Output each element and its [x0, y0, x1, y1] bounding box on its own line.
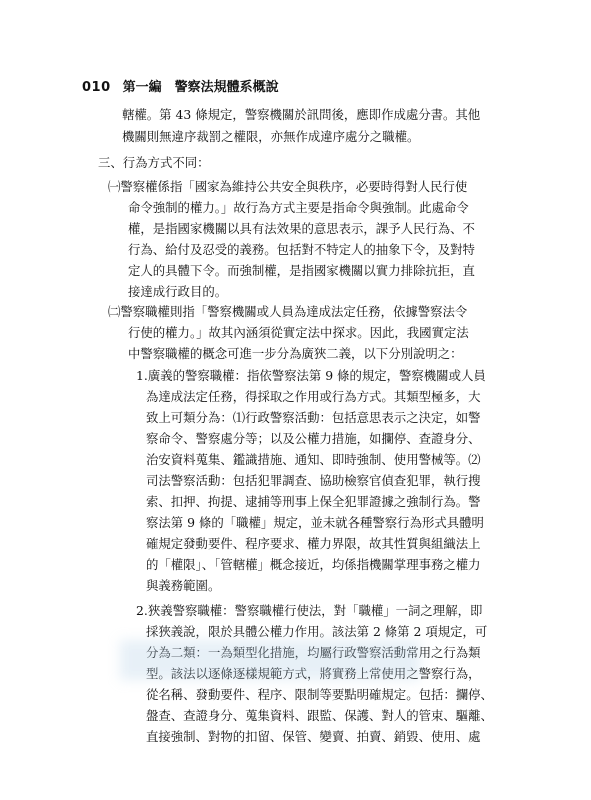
body-line: 察命令、警察處分等；以及公權力措施，如攔停、查證身分、 — [146, 431, 481, 446]
section-heading: 三、行為方式不同： — [98, 155, 210, 170]
body-line: 直接強制、對物的扣留、保管、變賣、拍賣、銷毀、使用、處 — [146, 729, 481, 744]
body-line: 分為二類：一為類型化措施，均屬行政警察活動常用之行為類 — [146, 645, 481, 660]
subsection-line: ㈠警察權係指「國家為維持公共安全與秩序，必要時得對人民行使 — [108, 179, 468, 194]
body-line: 致上可類分為：⑴行政警察活動：包括意思表示之決定，如警 — [146, 410, 481, 425]
body-line: 確規定發動要件、程序要求、權力界限，故其性質與組織法上 — [146, 536, 481, 551]
body-line: 索、扣押、拘提、逮捕等刑事上保全犯罪證據之強制行為。警 — [146, 494, 481, 509]
body-line: 司法警察活動：包括犯罪調查、協助檢察官偵查犯罪，執行搜 — [146, 473, 481, 488]
body-line: 盤查、查證身分、蒐集資料、跟監、保護、對人的管束、驅離、 — [146, 708, 493, 723]
body-line: 定人的具體下令。而強制權，是指國家機關以實力排除抗拒，直 — [128, 263, 475, 278]
body-line: 行使的權力。」故其內涵須從實定法中探求。因此，我國實定法 — [128, 325, 469, 340]
body-line: 權，是指國家機關以具有法效果的意思表示，課予人民行為、不 — [128, 221, 475, 236]
body-line: 轄權。第 43 條規定，警察機關於訊問後，應即作成處分書。其他 — [122, 107, 481, 122]
body-line: 行為、給付及忍受的義務。包括對不特定人的抽象下令，及對特 — [128, 242, 475, 257]
body-line: 察法第 9 條的「職權」規定，並未就各種警察行為形式具體明 — [146, 515, 484, 530]
body-line: 機關則無違序裁罰之權限，亦無作成違序處分之職權。 — [122, 129, 420, 144]
chapter-title: 第一編 警察法規體系概說 — [122, 80, 279, 95]
body-line: 中警察職權的概念可進一步分為廣狹二義，以下分別說明之： — [128, 346, 463, 361]
list-item-line: 2.狹義警察職權：警察職權行使法，對「職權」一詞之理解，即 — [136, 603, 483, 618]
subsection-line: ㈡警察職權則指「警察機關或人員為達成法定任務，依據警察法令 — [108, 304, 468, 319]
body-line: 型。該法以逐條逐樣規範方式，將實務上常使用之警察行為， — [146, 666, 481, 681]
body-line: 接達成行政目的。 — [128, 284, 228, 299]
body-line: 與義務範圍。 — [146, 578, 221, 593]
body-line: 命令強制的權力。」故行為方式主要是指命令與強制。此處命令 — [128, 200, 469, 215]
body-line: 採狹義說，限於具體公權力作用。該法第 2 條第 2 項規定，可 — [146, 624, 488, 639]
page-number: 010 — [82, 80, 111, 95]
running-header — [82, 76, 279, 94]
list-item-line: 1.廣義的警察職權：指依警察法第 9 條的規定，警察機關或人員 — [136, 368, 486, 383]
body-line: 的「權限」、「管轄權」概念接近，均係指機關掌理事務之權力 — [146, 557, 481, 572]
body-line: 從名稱、發動要件、程序、限制等要點明確規定。包括：攔停、 — [146, 687, 493, 702]
body-line: 治安資料蒐集、鑑識措施、通知、即時強制、使用警械等。⑵ — [146, 452, 481, 467]
body-line: 為達成法定任務，得採取之作用或行為方式。其類型極多，大 — [146, 389, 481, 404]
